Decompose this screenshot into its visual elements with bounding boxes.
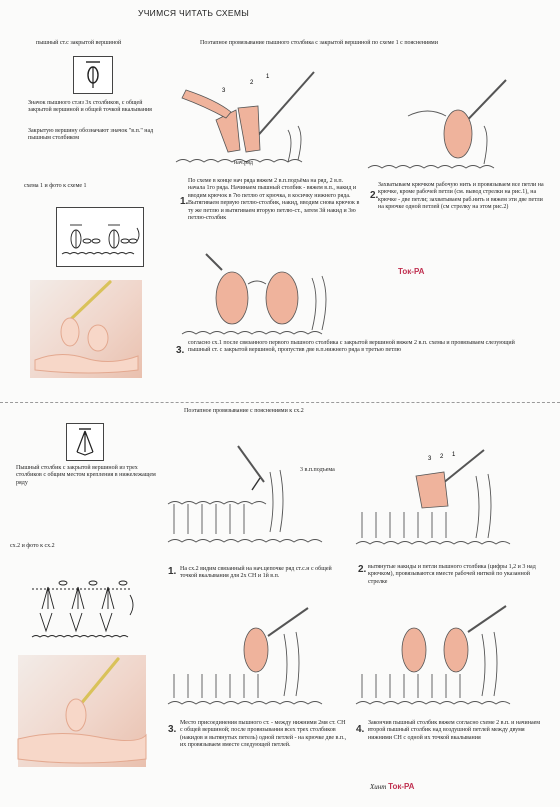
figure-2-1: [168, 442, 324, 552]
figure-2-3: [168, 604, 324, 714]
symbol-caption-1: пышный ст.с закрытой вершиной: [36, 40, 122, 46]
tokra-logo-footer: Ток-РА: [388, 782, 415, 791]
step-number-2-1: 1.: [168, 566, 177, 577]
photo-scheme-1: [30, 280, 142, 378]
section2-header: Поэтапное провязывание с пояснениями к сх.2: [184, 408, 304, 414]
symbol-box-1: [73, 56, 113, 94]
step-text-2-1: На сх.2 видим связанный на нач.цепочке ряд ст.с.н с общей точкой вкалывания для 2х СН и 1й в.п.: [180, 566, 332, 580]
step-text-2-3: Место присоединения пышного ст. - между нижними 2мя ст. СН с общей вершиной; после провязывания всех трех столбиков (накидов и вытянутых петель) одной петлей - на крючке две в.п., их провязываем вместе следующей петлей.: [180, 720, 347, 749]
footer-hint: Хинт: [370, 783, 387, 791]
symbol-description-1: Значок пышного ст.из 3х столбиков, с общей закрытой вершиной и общей точкой вкалывания: [28, 100, 152, 114]
scheme-box-2: [30, 575, 140, 645]
step-number-2-3: 3.: [168, 724, 177, 735]
fig2-num-2: 2: [440, 454, 444, 460]
section-divider: [0, 402, 560, 403]
puff-stitch-closed-symbol-icon: [74, 57, 112, 93]
step-number-2-4: 4.: [356, 724, 365, 735]
fig2-num-3: 3: [428, 456, 432, 462]
figure-1-3: [182, 248, 337, 340]
figure-1-2: [368, 76, 518, 176]
step-number-1-2: 2.: [370, 190, 379, 201]
fig1-num-1: 1: [266, 74, 270, 80]
figure-2-2: [356, 446, 516, 554]
fig1-num-3: 3: [222, 88, 226, 94]
fig1-num-2: 2: [250, 80, 254, 86]
step-text-1-3: согласно сх.1 после связанного первого пышного столбика с закрытой вершиной вяжем 2 в.п. схемы и провязываем слезующий пышный ст. с закрытой вершиной, пропустив две в.п.нижнего ряда в третью петлю: [188, 340, 515, 354]
fig2-num-1: 1: [452, 452, 456, 458]
tokra-logo-1: Ток-РА: [398, 267, 425, 276]
crochet-hook-icon: [30, 280, 142, 378]
page-title: УЧИМСЯ ЧИТАТЬ СХЕМЫ: [138, 8, 250, 18]
step-text-2-4: Закончив пышный столбик вяжем согласно схеме 2 в.п. и начинаем второй пышный столбик над воздушной петлей между двумя нижними СН с одной их точкой вкалывания: [368, 720, 541, 741]
scheme-box-1: [56, 207, 144, 267]
symbol-caption-2: Пышный столбик с закрытой вершиной из трех столбиков с общим местом крепления в нижележащем ряду: [16, 465, 156, 486]
scheme-2-diagram: [30, 575, 140, 645]
scheme-1-diagram: [57, 208, 143, 266]
scheme-caption-1: схема 1 и фото к схеме 1: [24, 183, 87, 189]
figure-2-4: [356, 604, 516, 714]
crochet-hook-icon-2: [18, 655, 146, 767]
step-number-2-2: 2.: [358, 564, 367, 575]
scheme-caption-2: сх.2 и фото к сх.2: [10, 543, 55, 549]
figure-1-1: [176, 70, 326, 170]
step1-label-turning-chain: 3 в.п.подъема: [300, 467, 335, 473]
step1-label-start-row: нач.ряд: [234, 160, 253, 166]
step-number-1-1: 1.: [180, 196, 189, 207]
step-text-1-2: Захватываем крючком рабочую нить и провязываем все петли на крючке, кроме рабочей петли (см. вывод стрелки на рис.1), на крючке - две петли; захватываем раб.нить и вяжем эти две петли на крючке одной петлей (см стрелку на этом рис.2): [378, 182, 544, 211]
section1-header: Поэтапное провязывание пышного столбика с закрытой вершиной по схеме 1 с пояснениями: [200, 40, 438, 46]
symbol-description-2: Закрытую вершину обозначают значок "в.п." над пышным столбиком: [28, 128, 154, 142]
photo-scheme-2: [18, 655, 146, 767]
step-text-2-2: вытянутые накиды и петли пышного столбика (цифры 1,2 и 3 над крючком), провязываются вместе рабочей ниткой по указанной стрелке: [368, 564, 536, 585]
puff-stitch-three-symbol-icon: [67, 424, 103, 460]
step-text-1-1: По схеме в конце нач ряда вяжем 2 в.п.подъёма на ряд, 2 в.п. начала 1го ряда. Начинаем пышный столбик - вяжем в.п., накид и вводим крючок в 7ю петлю от крючка, в косичку нижнего ряда. Вытягиваем первую петлю-столбик, накид, вводим снова крючок в ту же петлю и вытягиваем вторую петлю-ст., затем 3й накид и 3ю петлю-столбик: [188, 178, 360, 222]
footer: [370, 782, 414, 791]
step-number-1-3: 3.: [176, 345, 185, 356]
symbol-box-2: [66, 423, 104, 461]
